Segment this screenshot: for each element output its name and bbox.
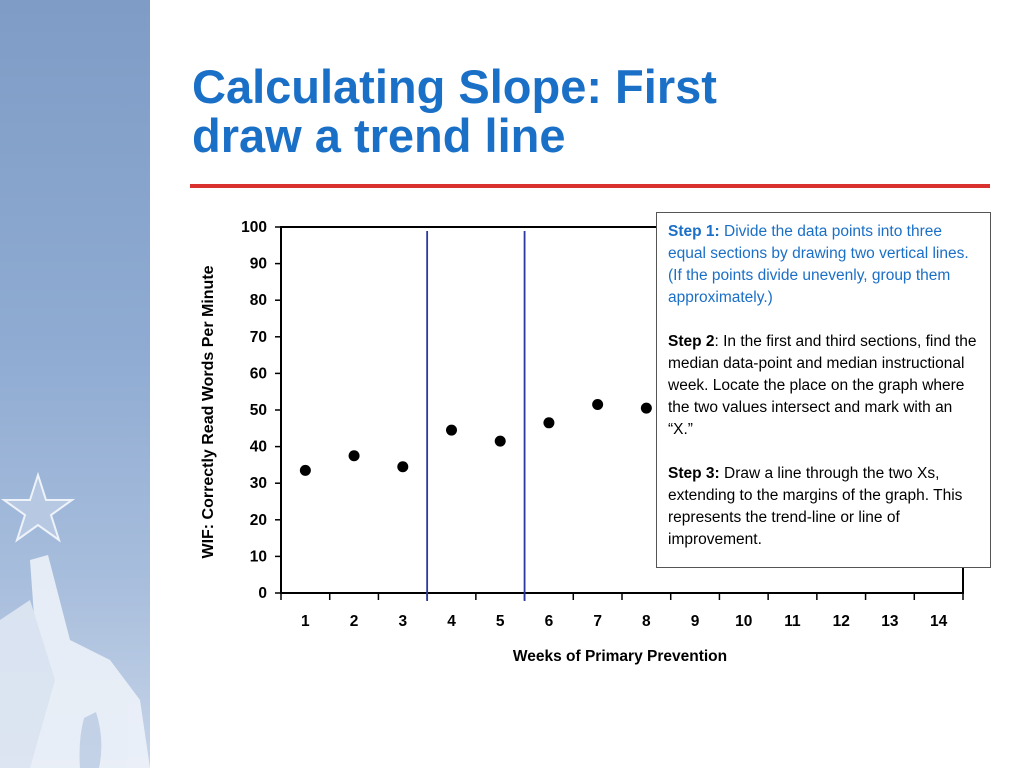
step-2-label: Step 2: [668, 333, 715, 350]
y-tick-label: 60: [249, 365, 267, 383]
step-3: [668, 463, 980, 551]
x-tick-label: 7: [593, 613, 602, 630]
x-tick-label: 11: [784, 613, 801, 630]
decorative-sidebar: [0, 0, 150, 768]
y-tick-label: 40: [249, 438, 267, 456]
y-tick-label: 70: [249, 328, 267, 346]
y-tick-label: 90: [249, 255, 267, 273]
data-point: [349, 450, 360, 461]
data-point: [397, 461, 408, 472]
x-tick-label: 10: [735, 613, 753, 630]
x-tick-label: 9: [690, 613, 700, 630]
sidebar-illustration: [0, 0, 150, 768]
step-1-label: Step 1:: [668, 223, 720, 240]
step-1: [668, 221, 980, 309]
x-tick-label: 14: [930, 613, 948, 630]
x-tick-label: 5: [495, 613, 505, 630]
y-tick-label: 100: [241, 219, 267, 236]
step-1-text: Divide the data points into three equal sections by drawing two vertical lines. (If the points divide unevenly, group them approximately.): [668, 223, 969, 306]
x-tick-label: 2: [349, 613, 359, 630]
x-tick-label: 13: [881, 613, 899, 630]
step-2: [668, 331, 980, 441]
data-point: [592, 399, 603, 410]
x-tick-label: 6: [544, 613, 554, 630]
y-tick-label: 80: [249, 292, 267, 310]
child-silhouette-icon: [0, 555, 150, 768]
y-tick-label: 10: [249, 548, 267, 566]
steps-callout: [656, 212, 991, 568]
x-tick-label: 3: [398, 613, 408, 630]
chart-points: [300, 399, 652, 476]
y-tick-label: 50: [249, 402, 267, 419]
step-2-text: : In the first and third sections, find the median data-point and median instructional week. Locate the place on the graph where the two values intersect and mark with an “X.”: [668, 333, 977, 438]
x-tick-label: 4: [447, 613, 456, 630]
data-point: [543, 417, 554, 428]
y-tick-label: 20: [249, 511, 267, 529]
step-3-label: Step 3:: [668, 465, 720, 482]
title-line-1: Calculating Slope: First: [192, 60, 717, 113]
x-tick-label: 8: [642, 613, 651, 630]
data-point: [495, 436, 506, 447]
title-line-2: draw a trend line: [192, 109, 566, 162]
slide-title: [192, 62, 992, 160]
step-3-text: Draw a line through the two Xs, extending to the margins of the graph. This represents the trend-line or line of improvement.: [668, 465, 963, 548]
y-axis-label: WIF: Correctly Read Words Per Minute: [200, 265, 217, 559]
x-tick-label: 12: [832, 613, 850, 630]
title-underline: [190, 184, 990, 188]
chart-x-tick-labels: [301, 613, 948, 630]
data-point: [641, 403, 652, 414]
data-point: [446, 425, 457, 436]
chart-y-tick-labels: [241, 219, 267, 602]
star-icon: [4, 475, 72, 540]
data-point: [300, 465, 311, 476]
chart-divider-lines: [427, 231, 524, 601]
x-axis-label: Weeks of Primary Prevention: [512, 648, 728, 665]
y-tick-label: 0: [258, 585, 267, 602]
y-tick-label: 30: [249, 475, 267, 493]
x-tick-label: 1: [301, 613, 310, 630]
